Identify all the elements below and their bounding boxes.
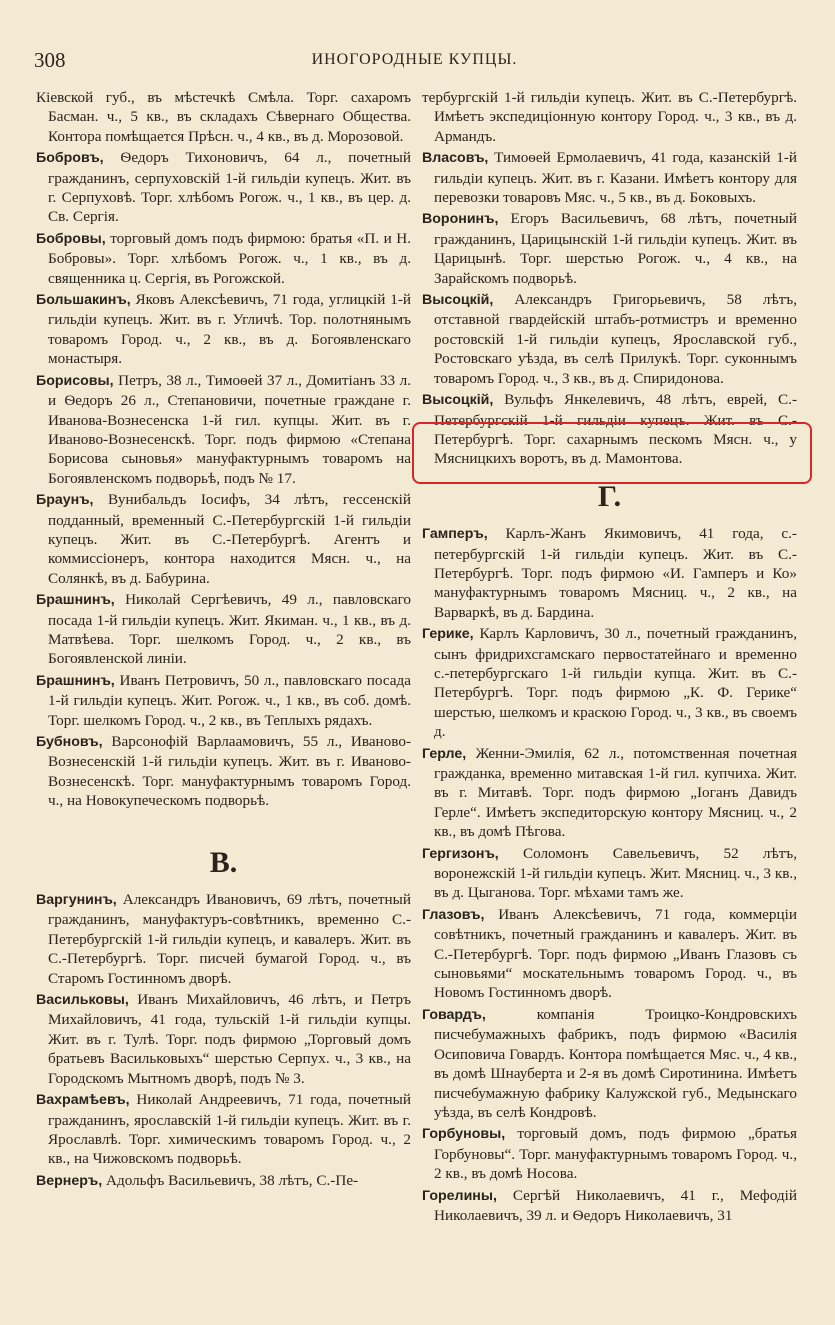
entry-text: Карлъ Карловичъ, 30 л., почетный гражданинъ, сынъ фридрихсгамскаго первостатейнаго и временно с.-петербургскаго 1-й гильдіи купца. Жит. въ С.-Петербургѣ. Торг. подъ фирмою „К. Ф. Герике“ шерстью, шелкомъ и краскою Город. ч., 3 кв., въ своемъ д.: [434, 625, 798, 741]
entry-name: Гамперъ,: [422, 526, 488, 543]
highlighted-entry-box: [412, 422, 812, 484]
directory-entry: [422, 148, 797, 207]
directory-entry: [36, 229, 411, 288]
page-number: 308: [34, 48, 66, 72]
directory-entry: [422, 624, 797, 741]
entry-name: Власовъ,: [422, 150, 489, 167]
entry-text: Ѳедоръ Тихоновичъ, 64 л., почетный гражданинъ, серпуховскій 1-й гильдіи купецъ. Жит. въ г. Серпуховѣ. Торг. хлѣбомъ Рогож. ч., 1 кв., въ цер. д. Св. Сергія.: [48, 149, 411, 226]
entry-name: Бобровы,: [36, 230, 106, 247]
entry-name: Вахрамѣевъ,: [36, 1092, 130, 1109]
directory-entry: [422, 290, 797, 388]
directory-entry: [36, 590, 411, 669]
entry-name: Говардъ,: [422, 1006, 486, 1023]
entry-text: Адольфъ Васильевичъ, 38 лѣтъ, С.-Пе-: [106, 1171, 359, 1189]
directory-entry: [422, 905, 797, 1003]
directory-entry: [36, 1171, 411, 1191]
section-letter-v: В.: [209, 845, 238, 879]
entry-text: Соломонъ Савельевичъ, 52 лѣтъ, воронежскій 1-й гильдіи купецъ. Жит. Мясниц. ч., 3 кв., въ д. Цыганова. Торг. мѣхами тамъ же.: [434, 844, 798, 902]
entry-text: Иванъ Алексѣевичъ, 71 года, коммерціи совѣтникъ, почетный гражданинъ и кавалеръ. Жит. въ С.-Петербургѣ. Торг. подъ фирмою „Иванъ Глазовъ съ сыновьями“ москательнымъ товаромъ Город. ч., въ Новомъ Гостинномъ дворѣ.: [434, 905, 797, 1002]
left-entries-top: [36, 88, 411, 811]
entry-name: Герле,: [422, 745, 467, 762]
entry-text: Кіевской губ., въ мѣстечкѣ Смѣла. Торг. сахаромъ Басман. ч., 5 кв., въ складахъ Сѣвернаго Общества. Контора помѣщается Прѣсн. ч., 4 кв., въ д. Морозовой.: [36, 89, 411, 145]
right-entries-top: [422, 88, 797, 469]
entry-name: Высоцкій,: [422, 392, 494, 409]
directory-entry: [422, 1124, 797, 1183]
entry-text: Вульфъ Янкелевичъ, 48 лѣтъ, еврей, С.-Петербургскій 1-й гильдіи купецъ. Жит. въ С.-Петербургѣ. Торг. сахарнымъ пескомъ Мясн. ч., у Мясницкихъ воротъ, въ д. Мамонтова.: [434, 391, 797, 468]
directory-entry: [422, 1005, 797, 1122]
directory-entry: [422, 1186, 797, 1226]
entry-text: компанія Троицко-Кондровскихъ писчебумажныхъ фабрикъ, подъ фирмою «Василія Осиповича Говардъ. Контора помѣщается Мяс. ч., 4 кв., въ домѣ Шнауберта и 2-я въ домѣ Сиротинина. Имѣетъ писчебумажную фабрику Калужской губ., Медынскаго уѣзда, въ селѣ Кондровѣ.: [434, 1005, 797, 1121]
directory-entry: [422, 744, 797, 842]
directory-entry: [422, 88, 797, 146]
entry-name: Горелины,: [422, 1187, 497, 1204]
directory-entry: [36, 148, 411, 227]
entry-text: Егоръ Васильевичъ, 68 лѣтъ, почетный гражданинъ, Царицынскій 1-й гильдіи купецъ. Жит. въ Царицынѣ. Торг. шерстью Рогож. ч., 4 кв., на Зарайскомъ подворьѣ.: [434, 210, 797, 287]
entry-text: Сергѣй Николаевичъ, 41 г., Мефодій Николаевичъ, 39 л. и Ѳедоръ Николаевичъ, 31: [434, 1186, 797, 1224]
entry-text: Александръ Ивановичъ, 69 лѣтъ, почетный гражданинъ, мануфактуръ-совѣтникъ, временно С.-Петербургскій 1-й гильдіи купецъ, и кавалеръ. Жит. въ С.-Петербургѣ. Торг. писчей бумагой Город. ч., въ Старомъ Гостинномъ дворѣ.: [48, 891, 411, 987]
left-entries-bottom: [36, 890, 411, 1191]
entry-name: Вернеръ,: [36, 1172, 103, 1189]
entry-name: Глазовъ,: [422, 906, 485, 923]
entry-name: Борисовы,: [36, 372, 114, 389]
entry-name: Васильковы,: [36, 992, 129, 1009]
directory-entry: [422, 209, 797, 288]
directory-entry: [36, 88, 411, 146]
entry-name: Брашнинъ,: [36, 592, 115, 609]
entry-name: Брашнинъ,: [36, 672, 115, 689]
running-head: ИНОГОРОДНЫЕ КУПЦЫ.: [311, 51, 518, 68]
entry-text: Варсонофій Варлаамовичъ, 55 л., Иваново-Вознесенскій 1-й гильдіи купецъ. Жит. въ г. Иваново-Вознесенскѣ. Торг. мануфактурнымъ товаромъ Город. ч., на Новокупеческомъ подворьѣ.: [48, 733, 411, 810]
page-header: [34, 48, 795, 74]
directory-entry: [36, 990, 411, 1088]
entry-text: торговый домъ подъ фирмою: братья «П. и Н. Бобровы». Торг. хлѣбомъ Рогож. ч., 1 кв., въ д. священника ц. Сергія, въ Рогожской.: [48, 229, 411, 287]
entry-name: Большакинъ,: [36, 292, 131, 309]
entry-text: Иванъ Петровичъ, 50 л., павловскаго посада 1-й гильдіи купецъ. Жит. Рогож. ч., 1 кв., въ соб. домѣ. Торг. шелкомъ Город. ч., 2 кв., въ Теплыхъ рядахъ.: [48, 671, 412, 729]
right-column: [422, 88, 797, 1227]
directory-entry: [36, 890, 411, 988]
directory-entry: [36, 290, 411, 369]
left-column: [36, 88, 411, 1193]
section-letter-g: Г.: [597, 479, 622, 513]
directory-entry: [36, 1090, 411, 1169]
entry-name: Гергизонъ,: [422, 845, 499, 862]
entry-text: Карлъ-Жанъ Якимовичъ, 41 года, с.-петербургскій 1-й гильдіи купецъ. Жит. въ С.-Петербургѣ. Торг. подъ фирмою «И. Гамперъ и Ко» мануфактурнымъ товаромъ Мясниц. ч., 2 кв., на Варваркѣ, въ д. Бардина.: [434, 525, 797, 621]
right-entries-bottom: [422, 524, 797, 1225]
entry-text: Николай Сергѣевичъ, 49 л., павловскаго посада 1-й гильдіи купецъ. Жит. Якиман. ч., 1 кв., въ д. Матвѣева. Торг. шелкомъ Город. ч., 2 кв., въ Богоявленской линіи.: [48, 591, 412, 668]
entry-name: Бобровъ,: [36, 150, 104, 167]
entry-text: Александръ Григорьевичъ, 58 лѣтъ, отставной гвардейскій штабъ-ротмистръ и временно ростовскій 1-й гильдіи купецъ, Ярославской губ., Ростовскаго уѣзда, въ селѣ Прилукѣ. Торг. суконнымъ товаромъ Город. ч., 3 кв., въ д. Спиридонова.: [434, 291, 797, 387]
entry-text: Яковъ Алексѣевичъ, 71 года, углицкій 1-й гильдіи купецъ. Жит. въ г. Угличѣ. Тор. полотнянымъ товаромъ Город. ч., 2 кв., въ д. Богоявленскаго монастыря.: [48, 291, 411, 368]
directory-entry: [36, 732, 411, 811]
entry-text: Женни-Эмилія, 62 л., потомственная почетная гражданка, временно митавская 1-й гил. купчиха. Жит. въ г. Митавѣ. Торг. подъ фирмою „Іоганъ Давидъ Герле“. Имѣетъ экспедиторскую контору Мясниц. ч., 2 кв., въ домѣ Пѣгова.: [434, 744, 798, 841]
directory-entry: [36, 671, 411, 730]
entry-name: Варгунинъ,: [36, 892, 117, 909]
entry-name: Горбуновы,: [422, 1126, 506, 1143]
directory-entry: [36, 490, 411, 588]
entry-text: Петръ, 38 л., Тимоѳей 37 л., Домитіанъ 33 л. и Ѳедоръ 26 л., Степановичи, почетные граждане г. Иванова-Вознесенска 1-й гил. купцы. Жит. въ г. Иваново-Вознесенскѣ. Торг. подъ фирмою «Степана Борисова сыновья» мануфактурнымъ товаромъ на Богоявленскомъ подворьѣ, подъ № 17.: [48, 371, 412, 487]
entry-text: тербургскій 1-й гильдіи купецъ. Жит. въ С.-Петербургѣ. Имѣетъ экспедиціонную контору Город. ч., 3 кв., въ д. Армандъ.: [422, 89, 797, 145]
entry-text: торговый домъ, подъ фирмою „братья Горбуновы“. Торг. мануфактурнымъ товаромъ Город. ч., 2 кв., въ домѣ Носова.: [434, 1125, 798, 1183]
entry-text: Николай Андреевичъ, 71 года, почетный гражданинъ, ярославскій 1-й гильдіи купецъ. Жит. въ г. Ярославлѣ. Торг. химическимъ товаромъ Город. ч., 2 кв., на Чижовскомъ подворьѣ.: [48, 1091, 412, 1168]
entry-text: Тимоѳей Ермолаевичъ, 41 года, казанскій 1-й гильдіи купецъ. Жит. въ г. Казани. Имѣетъ контору для перевозки товаровъ Мяс. ч., 5 кв., въ д. Боковыхъ.: [434, 149, 798, 207]
entry-name: Бубновъ,: [36, 734, 103, 750]
entry-name: Герике,: [422, 626, 474, 643]
entry-text: Вунибальдъ Іосифъ, 34 лѣтъ, гессенскій подданный, временный С.-Петербургскій 1-й гильдіи купецъ. Жит. въ С.-Петербургѣ. Агентъ и коммиссіонеръ, контора находится Мясн. ч., на Солянкѣ, въ д. Бабурина.: [48, 491, 411, 587]
directory-entry: [422, 844, 797, 903]
directory-entry: [36, 371, 411, 488]
entry-name: Высоцкій,: [422, 292, 494, 309]
entry-text: Иванъ Михайловичъ, 46 лѣтъ, и Петръ Михайловичъ, 41 года, тульскій 1-й гильдіи купцы. Жит. въ г. Тулѣ. Торг. подъ фирмою „Торговый домъ братьевъ Васильковыхъ“ шерстью Серпух. ч., 3 кв., на Городскомъ Мытномъ дворѣ, подъ № 3.: [48, 991, 411, 1087]
entry-name: Браунъ,: [36, 492, 94, 509]
directory-entry: [422, 524, 797, 622]
entry-name: Воронинъ,: [422, 211, 499, 228]
